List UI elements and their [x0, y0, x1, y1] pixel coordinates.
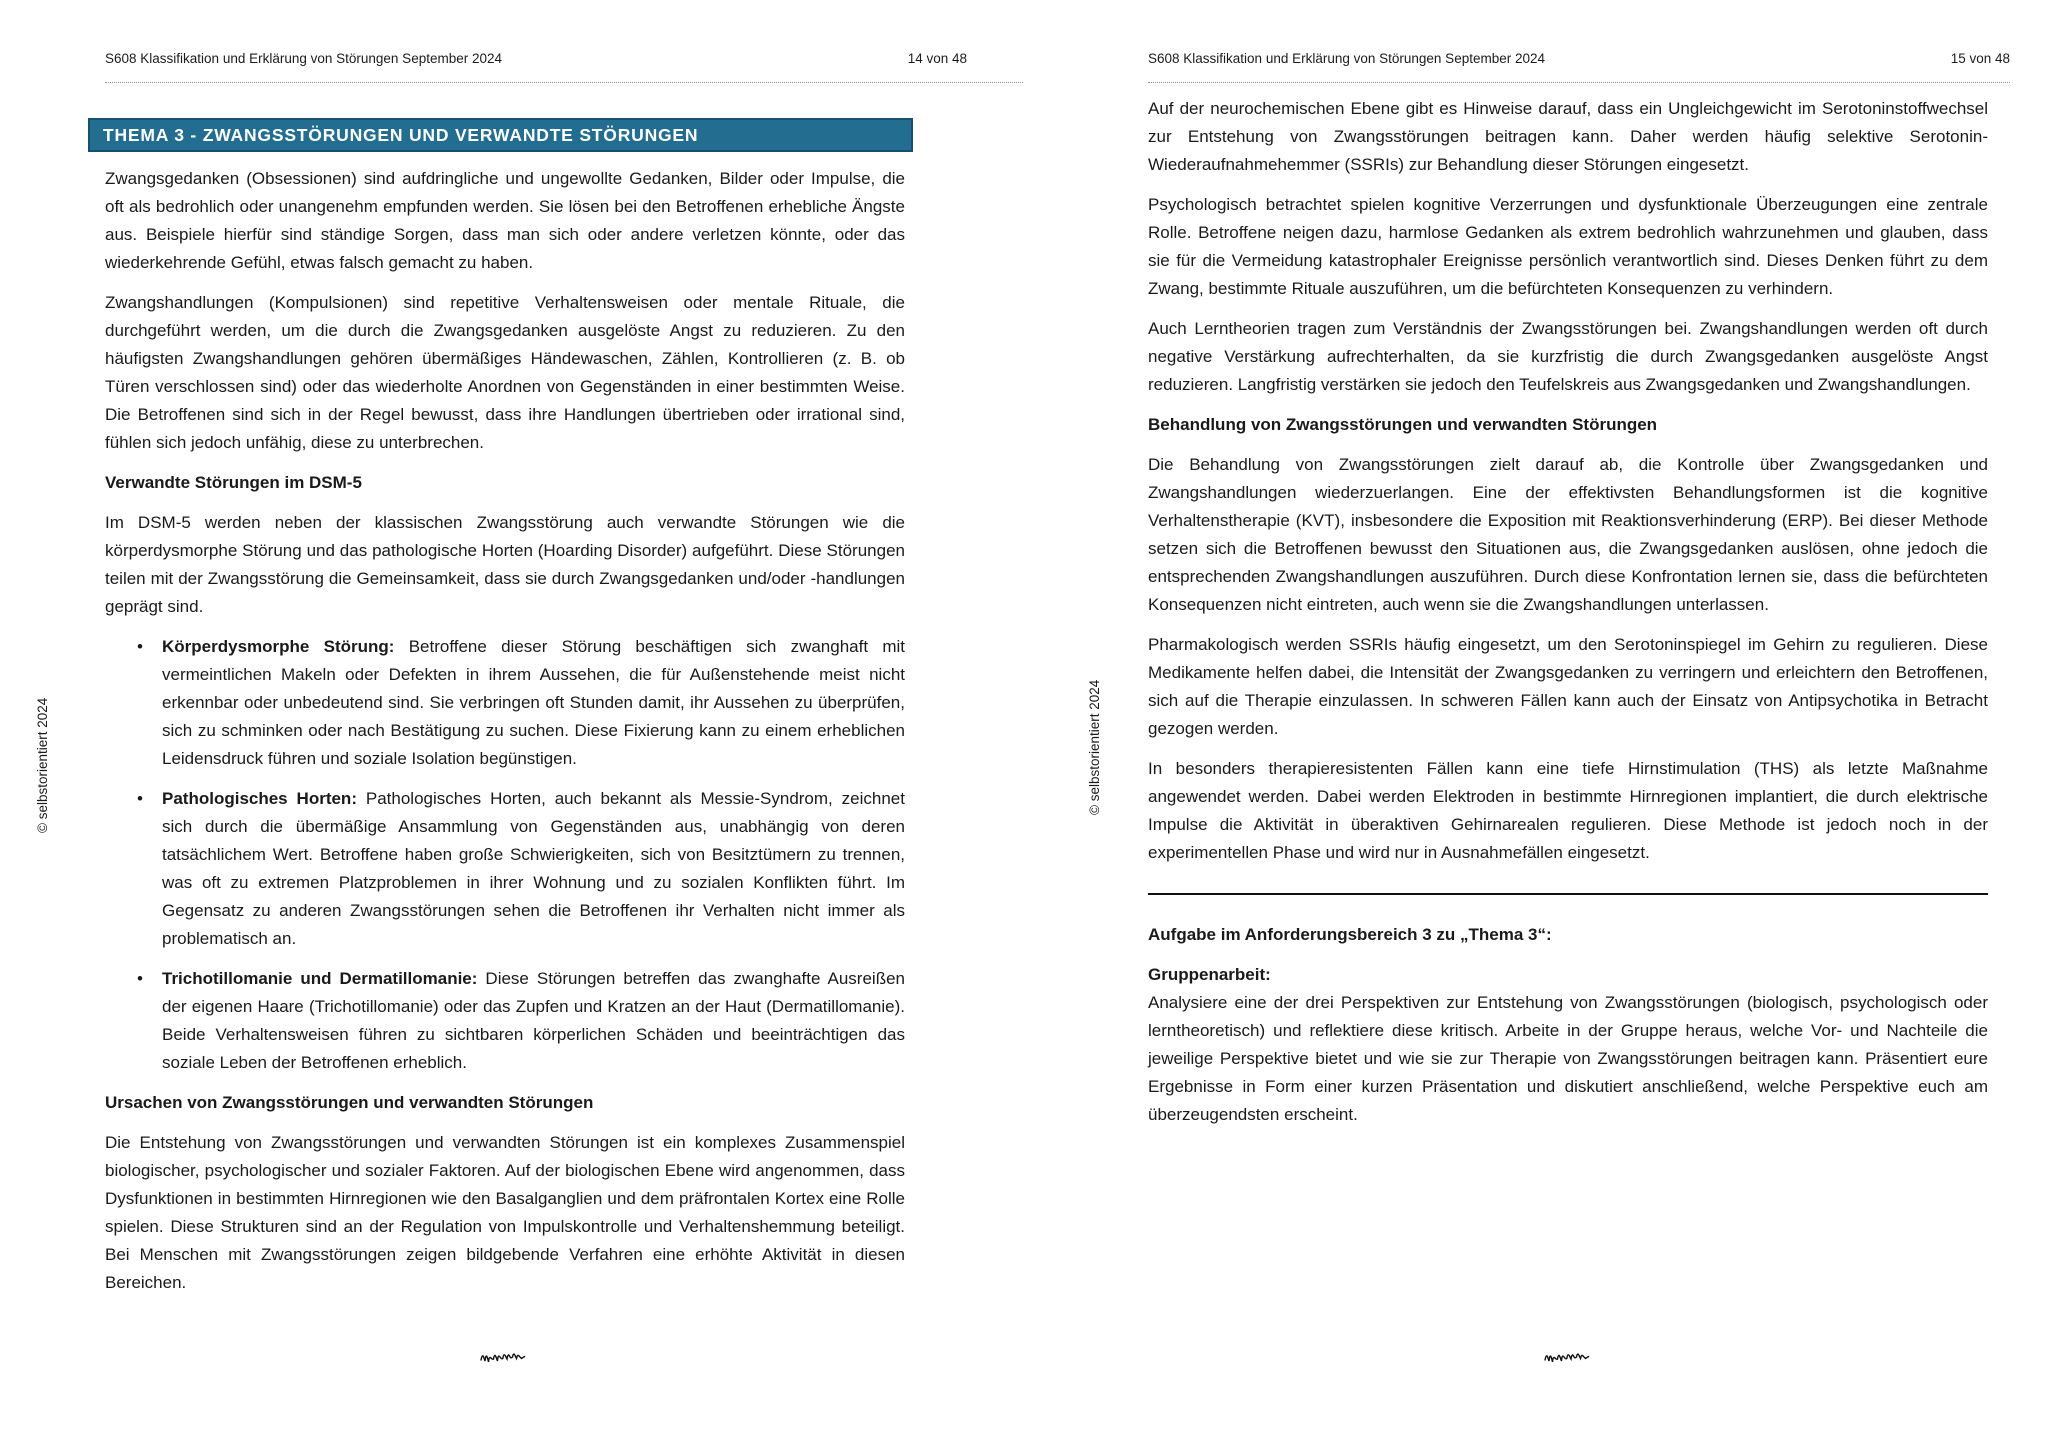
heading-group-work: Gruppenarbeit: — [1148, 965, 1271, 984]
heading-causes: Ursachen von Zwangsstörungen und verwandten Störungen — [105, 1093, 594, 1112]
paragraph-compulsions: Zwangshandlungen (Kompulsionen) sind repetitive Verhaltensweisen oder mentale Rituale, die durchgeführt werden, um die durch die Zwangsgedanken ausgelöste Angst zu reduzieren. Zu den häufigsten Zwangshandlungen gehören übermäßiges Händewaschen, Zählen, Kontrollieren (z. B. ob Türen verschlossen sind) oder das wiederholte Anordnen von Gegenständen in einer bestimmten Weise. Die Betroffenen sind sich in der Regel bewusst, dass ihre Handlungen übertrieben oder irrational sind, fühlen sich jedoch unfähig, diese zu unterbrechen. — [105, 293, 905, 452]
section-divider — [1148, 893, 1988, 895]
paragraph-psychological: Psychologisch betrachtet spielen kognitive Verzerrungen und dysfunktionale Überzeugungen eine zentrale Rolle. Betroffene neigen dazu, harmlose Gedanken als extrem bedrohlich wahrzunehmen und glauben, dass sie für die Vermeidung katastrophaler Ereignisse persönlich verantwortlich sind. Dieses Denken führt zu dem Zwang, bestimmte Rituale auszuführen, um die befürchteten Konsequenzen zu verhindern. — [1148, 195, 1988, 298]
page-body — [105, 118, 905, 1309]
page-body — [1148, 95, 1988, 1129]
paragraph-neurochemical: Auf der neurochemischen Ebene gibt es Hinweise darauf, dass ein Ungleichgewicht im Serotoninstoffwechsel zur Entstehung von Zwangsstörungen beitragen kann. Daher werden häufig selektive Serotonin-Wiederaufnahmehemmer (SSRIs) zur Behandlung dieser Störungen eingesetzt. — [1148, 99, 1988, 174]
header-document-title: S608 Klassifikation und Erklärung von Störungen September 2024 — [1148, 51, 1546, 66]
page-number: 15 von 48 — [1950, 51, 2010, 66]
signature-scribble-icon — [478, 1348, 534, 1366]
paragraph-task: Analysiere eine der drei Perspektiven zur Entstehung von Zwangsstörungen (biologisch, psychologisch oder lerntheoretisch) und reflektiere diese kritisch. Arbeite in der Gruppe heraus, welche Vor- und Nachteile die jeweilige Perspektive bietet und wie sie zur Therapie von Zwangsstörungen beitragen kann. Präsentiert eure Ergebnisse in Form einer kurzen Präsentation und diskutiert anschließend, welche Perspektive euch am überzeugendsten erscheint. — [1148, 993, 1988, 1124]
list-item-trichotillomania — [105, 965, 905, 1077]
list-item-text: Diese Störungen betreffen das zwanghafte Ausreißen der eigenen Haare (Trichotillomanie) oder das Zupfen und Kratzen an der Haut (Dermatillomanie). Beide Verhaltensweisen führen zu sichtbaren körperlichen Schäden und beeinträchtigen das soziale Leben der Betroffenen erheblich. — [162, 969, 905, 1072]
signature-scribble-icon — [1542, 1348, 1598, 1366]
list-item-text: Betroffene dieser Störung beschäftigen sich zwanghaft mit vermeintlichen Makeln oder Defekten in ihrem Aussehen, die für Außenstehende meist nicht erkennbar oder unbedeutend sind. Sie verbringen oft Stunden damit, ihr Aussehen zu überprüfen, sich zu schminken oder nach Bestätigung zu suchen. Diese Fixierung kann zu einem erheblichen Leidensdruck führen und soziale Isolation begünstigen. — [162, 637, 905, 768]
page-number: 14 von 48 — [907, 51, 967, 66]
copyright-vertical-text: © selbstorientiert 2024 — [35, 697, 50, 833]
page-15 — [1024, 0, 2048, 1444]
heading-related-disorders-dsm5: Verwandte Störungen im DSM-5 — [105, 473, 362, 492]
paragraph-deep-brain-stimulation: In besonders therapieresistenten Fällen kann eine tiefe Hirnstimulation (THS) als letzte Maßnahme angewendet werden. Dabei werden Elektroden in bestimmte Hirnregionen implantiert, die durch elektrische Impulse die Aktivität in überaktiven Gehirnarealen regulieren. Diese Methode ist jedoch noch in der experimentellen Phase und wird nur in Ausnahmefällen eingesetzt. — [1148, 759, 1988, 862]
paragraph-learning-theory: Auch Lerntheorien tragen zum Verständnis der Zwangsstörungen bei. Zwangshandlungen werden oft durch negative Verstärkung aufrechterhalten, da sie kurzfristig die durch Zwangsgedanken ausgelöste Angst reduzieren. Langfristig verstärken sie jedoch den Teufelskreis aus Zwangsgedanken und Zwangshandlungen. — [1148, 319, 1988, 394]
list-item-label: Trichotillomanie und Dermatillomanie: — [162, 969, 478, 988]
list-item-text: Pathologisches Horten, auch bekannt als Messie-Syndrom, zeichnet sich durch die übermäßige Ansammlung von Gegenständen aus, unabhängig von deren tatsächlichem Wert. Betroffene haben große Schwierigkeiten, sich von Besitztümern zu trennen, was oft zu extremen Platzproblemen in ihrer Wohnung und zu sozialen Konflikten führt. Im Gegensatz zu anderen Zwangsstörungen sehen die Betroffenen ihr Verhalten nicht immer als problematisch an. — [162, 789, 905, 948]
copyright-vertical-text: © selbstorientiert 2024 — [1087, 679, 1102, 815]
list-item-label: Körperdysmorphe Störung: — [162, 637, 395, 656]
header-document-title: S608 Klassifikation und Erklärung von Störungen September 2024 — [105, 51, 503, 66]
related-disorders-list — [105, 633, 905, 1077]
bullet-icon: • — [137, 637, 143, 656]
list-item-label: Pathologisches Horten: — [162, 789, 357, 808]
list-item-hoarding — [105, 785, 905, 953]
bullet-icon: • — [137, 789, 143, 808]
paragraph-cbt-erp: Die Behandlung von Zwangsstörungen zielt darauf ab, die Kontrolle über Zwangsgedanken und Zwangshandlungen wiederzuerlangen. Eine der effektivsten Behandlungsformen ist die kognitive Verhaltenstherapie (KVT), insbesondere die Exposition mit Reaktionsverhinderung (ERP). Bei dieser Methode setzen sich die Betroffenen bewusst den Situationen aus, die Zwangsgedanken auslösen, ohne jedoch die entsprechenden Zwangshandlungen auszuführen. Durch diese Konfrontation lernen sie, dass die befürchteten Konsequenzen nicht eintreten, auch wenn sie die Zwangshandlungen unterlassen. — [1148, 455, 1988, 614]
bullet-icon: • — [137, 969, 143, 988]
list-item-body-dysmorphic — [105, 633, 905, 773]
page-header — [1148, 50, 2010, 83]
heading-task: Aufgabe im Anforderungsbereich 3 zu „Thema 3“: — [1148, 925, 1552, 944]
topic-title-bar: THEMA 3 - ZWANGSSTÖRUNGEN UND VERWANDTE STÖRUNGEN — [88, 118, 913, 152]
page-header — [105, 50, 1023, 83]
heading-treatment: Behandlung von Zwangsstörungen und verwandten Störungen — [1148, 415, 1658, 434]
paragraph-obsessions: Zwangsgedanken (Obsessionen) sind aufdringliche und ungewollte Gedanken, Bilder oder Impulse, die oft als bedrohlich oder unangenehm empfunden werden. Sie lösen bei den Betroffenen erhebliche Ängste aus. Beispiele hierfür sind ständige Sorgen, dass man sich oder andere verletzen könnte, oder das wiederkehrende Gefühl, etwas falsch gemacht zu haben. — [105, 169, 905, 272]
paragraph-dsm5-overview: Im DSM-5 werden neben der klassischen Zwangsstörung auch verwandte Störungen wie die körperdysmorphe Störung und das pathologische Horten (Hoarding Disorder) aufgeführt. Diese Störungen teilen mit der Zwangsstörung die Gemeinsamkeit, dass sie durch Zwangsgedanken und/oder -handlungen geprägt sind. — [105, 513, 905, 616]
paragraph-pharmacological: Pharmakologisch werden SSRIs häufig eingesetzt, um den Serotoninspiegel im Gehirn zu regulieren. Diese Medikamente helfen dabei, die Intensität der Zwangsgedanken zu verringern und erleichtern den Betroffenen, sich auf die Therapie einzulassen. In schweren Fällen kann auch der Einsatz von Antipsychotika in Betracht gezogen werden. — [1148, 635, 1988, 738]
paragraph-causes: Die Entstehung von Zwangsstörungen und verwandten Störungen ist ein komplexes Zusammenspiel biologischer, psychologischer und sozialer Faktoren. Auf der biologischen Ebene wird angenommen, dass Dysfunktionen in bestimmten Hirnregionen wie den Basalganglien und dem präfrontalen Kortex eine Rolle spielen. Diese Strukturen sind an der Regulation von Impulskontrolle und Verhaltenshemmung beteiligt. Bei Menschen mit Zwangsstörungen zeigen bildgebende Verfahren eine erhöhte Aktivität in diesen Bereichen. — [105, 1133, 905, 1292]
